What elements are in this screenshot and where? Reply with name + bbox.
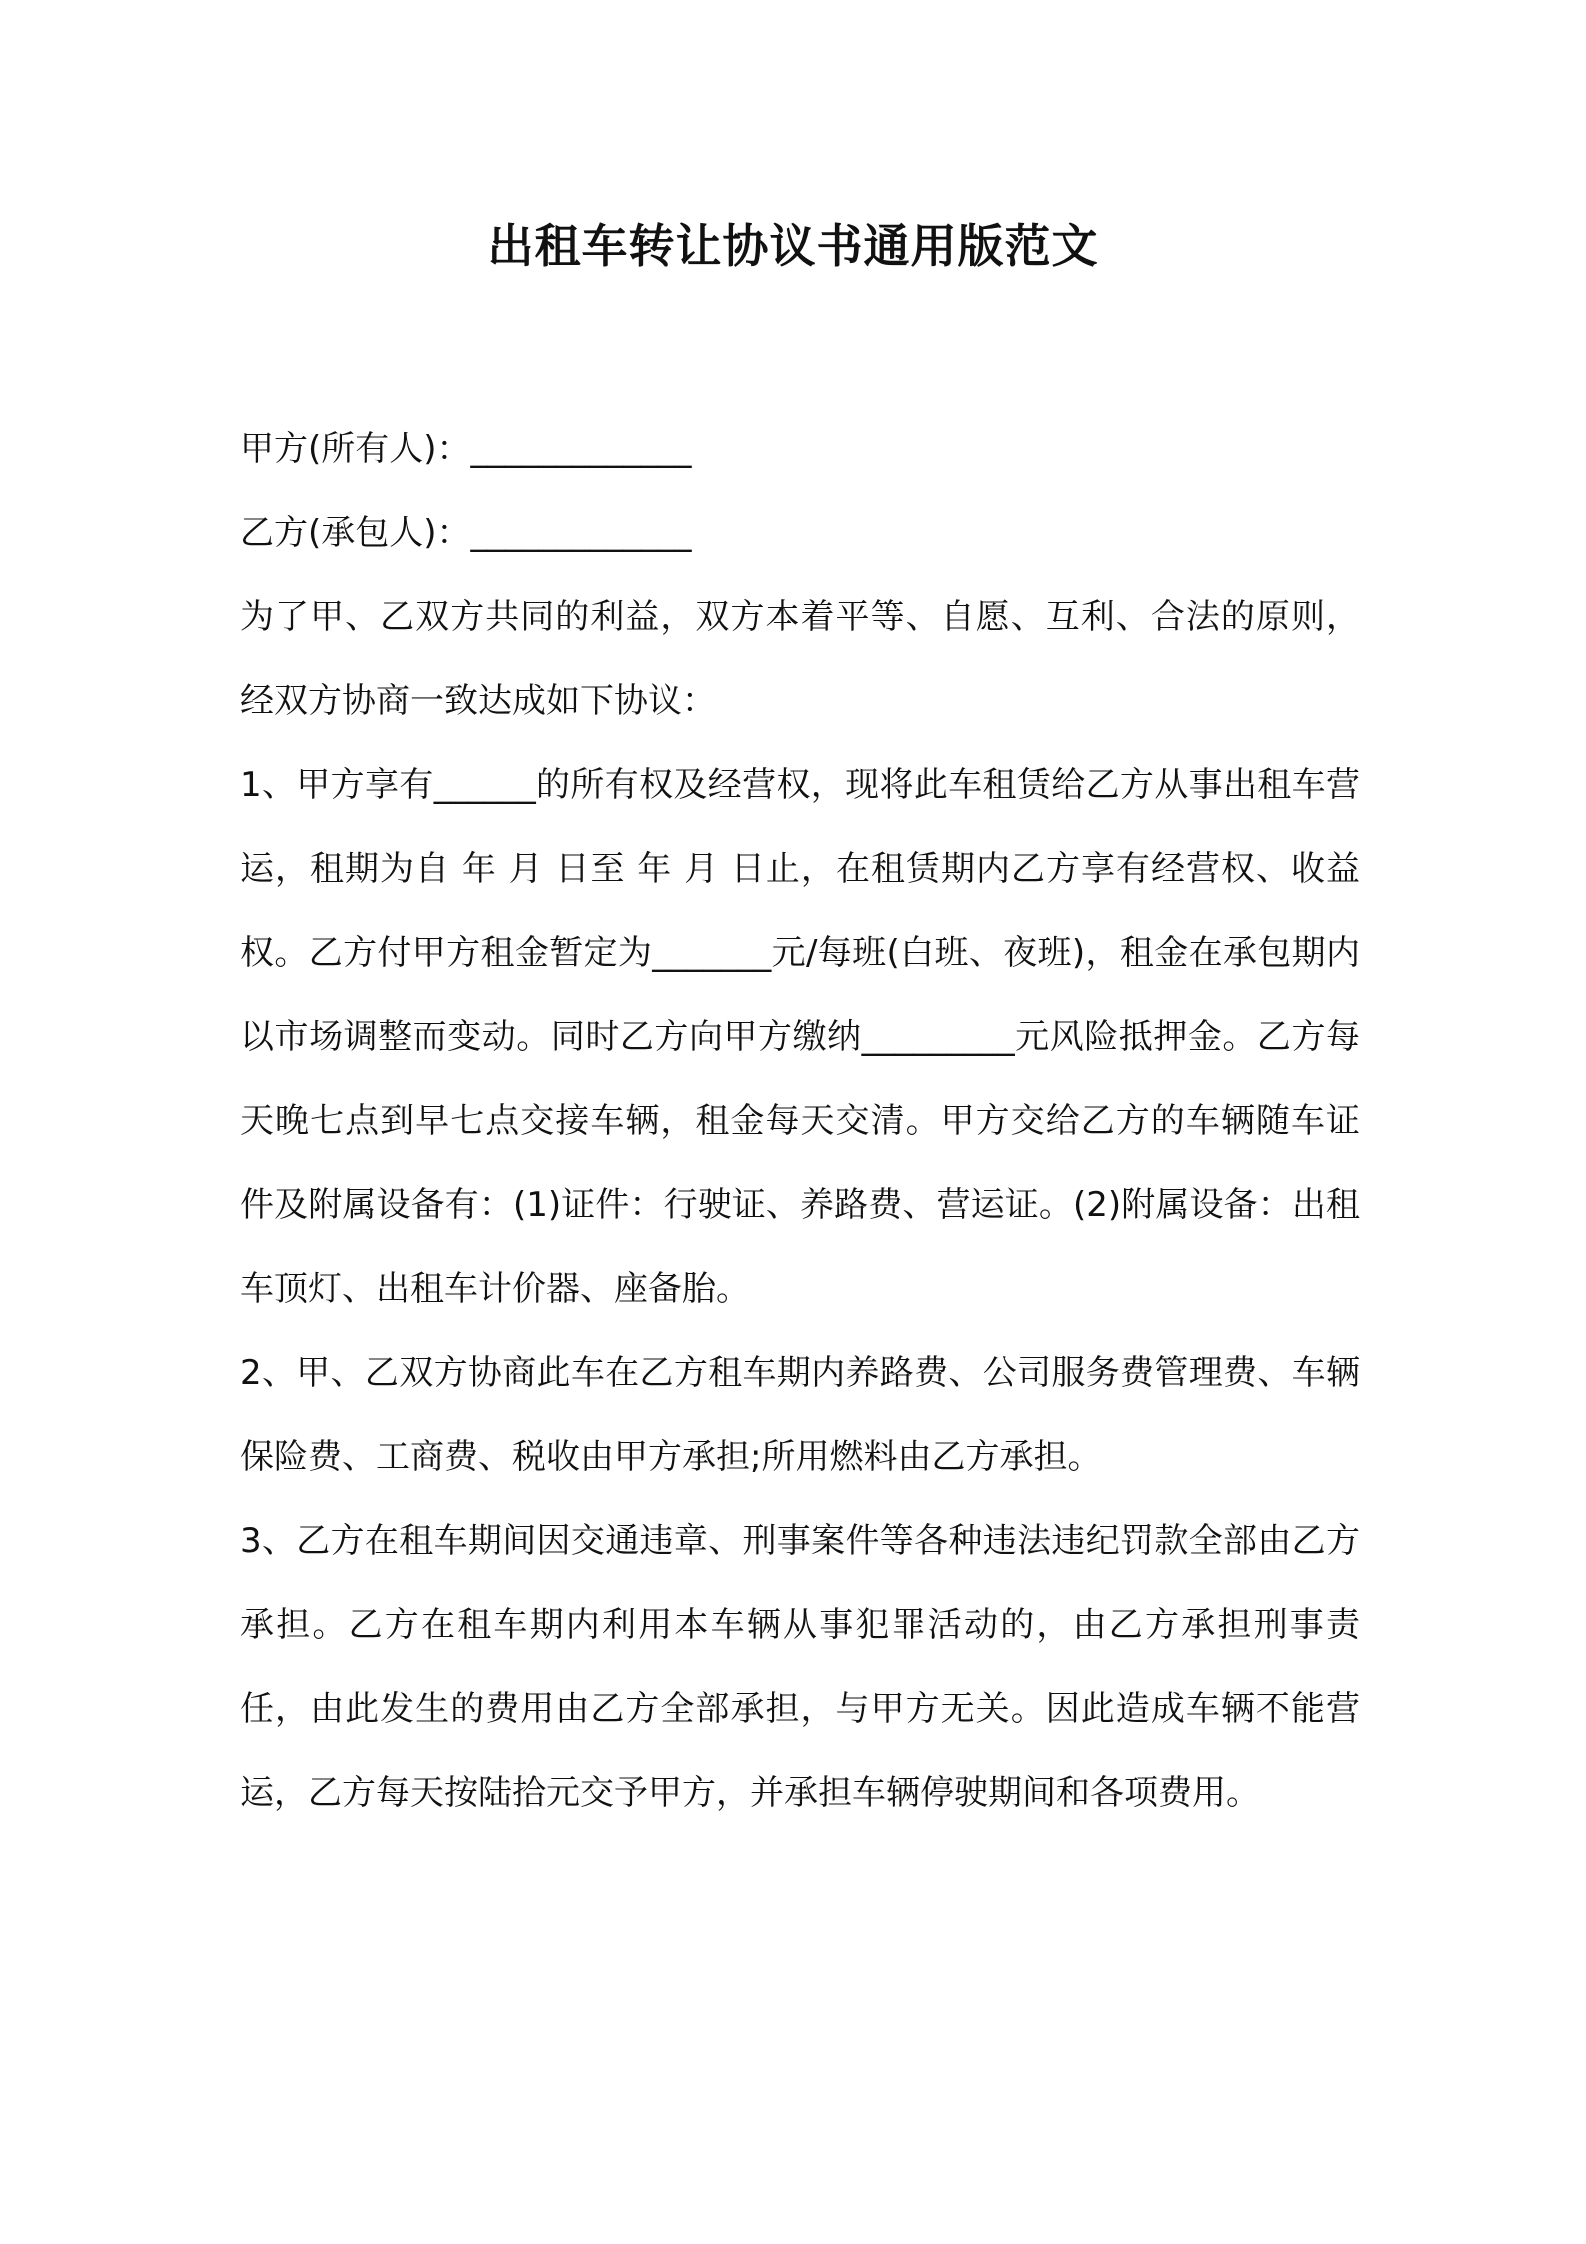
- clause-3-paragraph: 3、乙方在租车期间因交通违章、刑事案件等各种违法违纪罚款全部由乙方承担。乙方在租车期内利用本车辆从事犯罪活动的，由乙方承担刑事责任，由此发生的费用由乙方全部承担，与甲方无关。因此造成车辆不能营运，乙方每天按陆拾元交予甲方，并承担车辆停驶期间和各项费用。: [240, 1521, 1360, 1813]
- preamble-paragraph: 为了甲、乙双方共同的利益，双方本着平等、自愿、互利、合法的原则，经双方协商一致达成如下协议：: [240, 597, 1360, 721]
- document-title: 出租车转让协议书通用版范文: [487, 219, 1099, 273]
- clause-1-paragraph: 1、甲方享有______的所有权及经营权，现将此车租赁给乙方从事出租车营运，租期为自 年 月 日至 年 月 日止，在租赁期内乙方享有经营权、收益权。乙方付甲方租金暂定为_______元/每班(白班、夜班)，租金在承包期内以市场调整而变动。同时乙方向甲方缴纳_________元风险抵押金。乙方每天晚七点到早七点交接车辆，租金每天交清。甲方交给乙方的车辆随车证件及附属设备有：(1)证件：行驶证、养路费、营运证。(2)附属设备：出租车顶灯、出租车计价器、座备胎。: [240, 765, 1360, 1309]
- party-b-line: 乙方(承包人)：_____________: [240, 513, 692, 553]
- document-body: [240, 407, 1360, 1835]
- party-a-line: 甲方(所有人)：_____________: [240, 429, 692, 469]
- clause-2-paragraph: 2、甲、乙双方协商此车在乙方租车期内养路费、公司服务费管理费、车辆保险费、工商费、税收由甲方承担;所用燃料由乙方承担。: [240, 1353, 1360, 1477]
